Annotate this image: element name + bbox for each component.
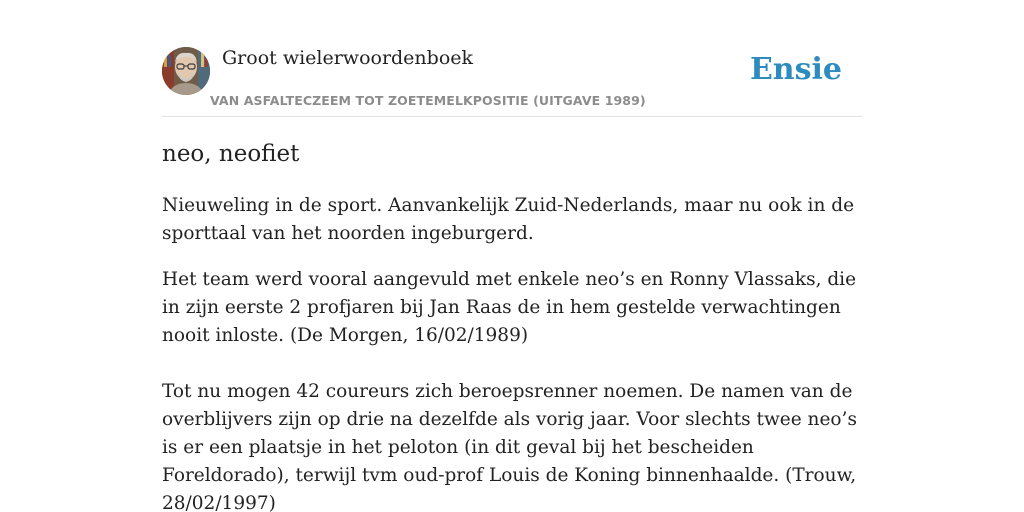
book-title[interactable]: Groot wielerwoordenboek [222,47,474,69]
entry-title: neo, neofiet [162,141,300,167]
book-subtitle: VAN ASFALTECZEEM TOT ZOETEMELKPOSITIE (UITGAVE 1989) [210,93,646,108]
author-portrait-icon [162,47,210,95]
entry [162,136,862,512]
avatar[interactable] [162,47,210,95]
entry-definition: Nieuweling in de sport. Aanvankelijk Zuid-Nederlands, maar nu ook in de sporttaal van het noorden ingeburgerd. [162,195,855,244]
brand-logo[interactable]: Ensie [749,52,842,87]
entry-quote: Het team werd vooral aangevuld met enkele neo’s en Ronny Vlassaks, die in zijn eerste 2 profjaren bij Jan Raas de in hem gestelde verwachtingen nooit inloste. (De Morgen, 16/02/1989) [162,269,857,346]
entry-quote: Tot nu mogen 42 coureurs zich beroepsrenner noemen. De namen van de overblijvers zijn op drie na dezelfde als vorig jaar. Voor slechts twee neo’s is er een plaatsje in het peloton (in dit geval bij het bescheiden Foreldorado), terwijl tvm oud-prof Louis de Koning binnenhaalde. (Trouw, 28/02/1997) [162,381,857,512]
book-header [162,46,862,117]
